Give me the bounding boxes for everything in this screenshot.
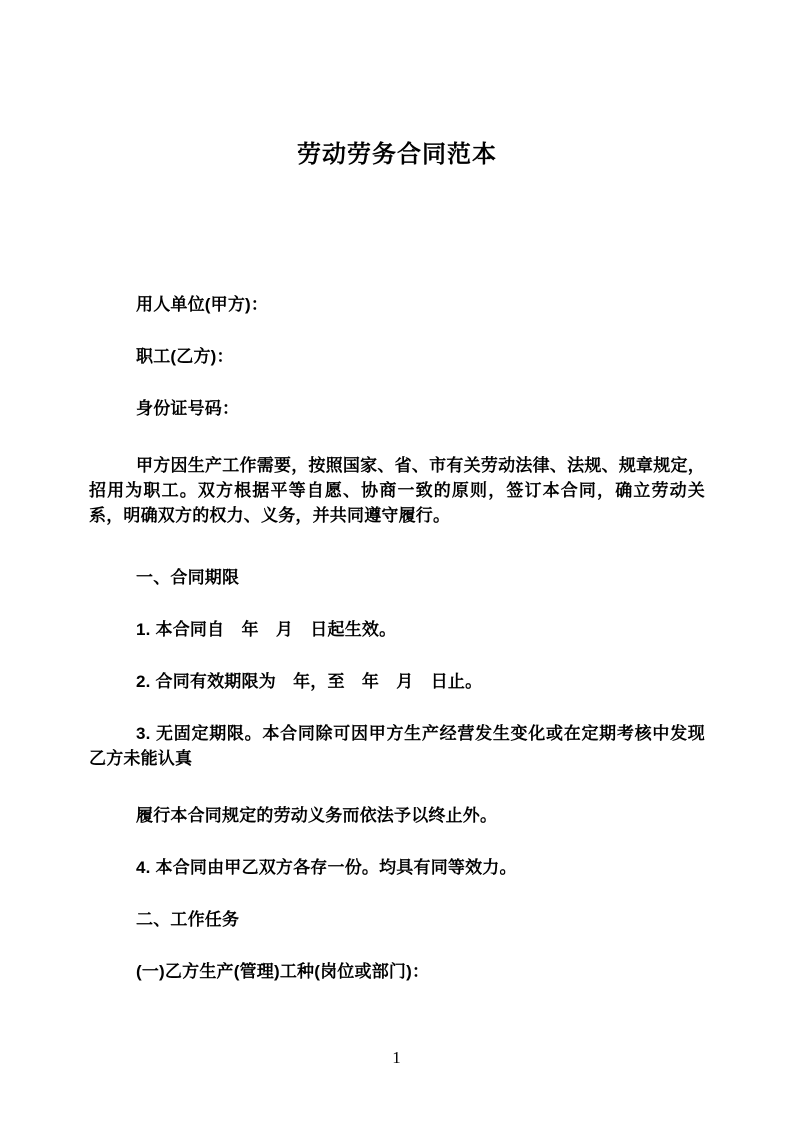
para-item-3-continuation: 履行本合同规定的劳动义务而依法予以终止外。: [136, 806, 498, 825]
para-intro: 甲方因生产工作需要，按照国家、省、市有关劳动法律、法规、规章规定，招用为职工。双方根据平等自愿、协商一致的原则，签订本合同，确立劳动关系，明确双方的权力、义务，并共同遵守履行。: [89, 456, 705, 525]
para-item-3-open-term: 3. 无固定期限。本合同除可因甲方生产经营发生变化或在定期考核中发现乙方未能认真: [89, 724, 705, 768]
page-number: 1: [392, 1048, 401, 1067]
heading-section-2-work-tasks: 二、工作任务: [136, 910, 240, 929]
para-item-1-effective-date: 1. 本合同自 年 月 日起生效。: [136, 620, 397, 639]
heading-section-1-contract-term: 一、合同期限: [136, 568, 240, 587]
para-item-2-valid-period: 2. 合同有效期限为 年，至 年 月 日止。: [136, 672, 483, 691]
document-title: 劳动劳务合同范本: [297, 141, 497, 168]
para-item-4-copies: 4. 本合同由甲乙双方各存一份。均具有同等效力。: [136, 858, 517, 877]
para-id-number: 身份证号码：: [136, 399, 240, 418]
para-party-b: 职工(乙方)：: [136, 347, 234, 366]
para-sub-1-job-position: (一)乙方生产(管理)工种(岗位或部门)：: [136, 962, 430, 981]
para-party-a: 用人单位(甲方)：: [136, 295, 269, 314]
